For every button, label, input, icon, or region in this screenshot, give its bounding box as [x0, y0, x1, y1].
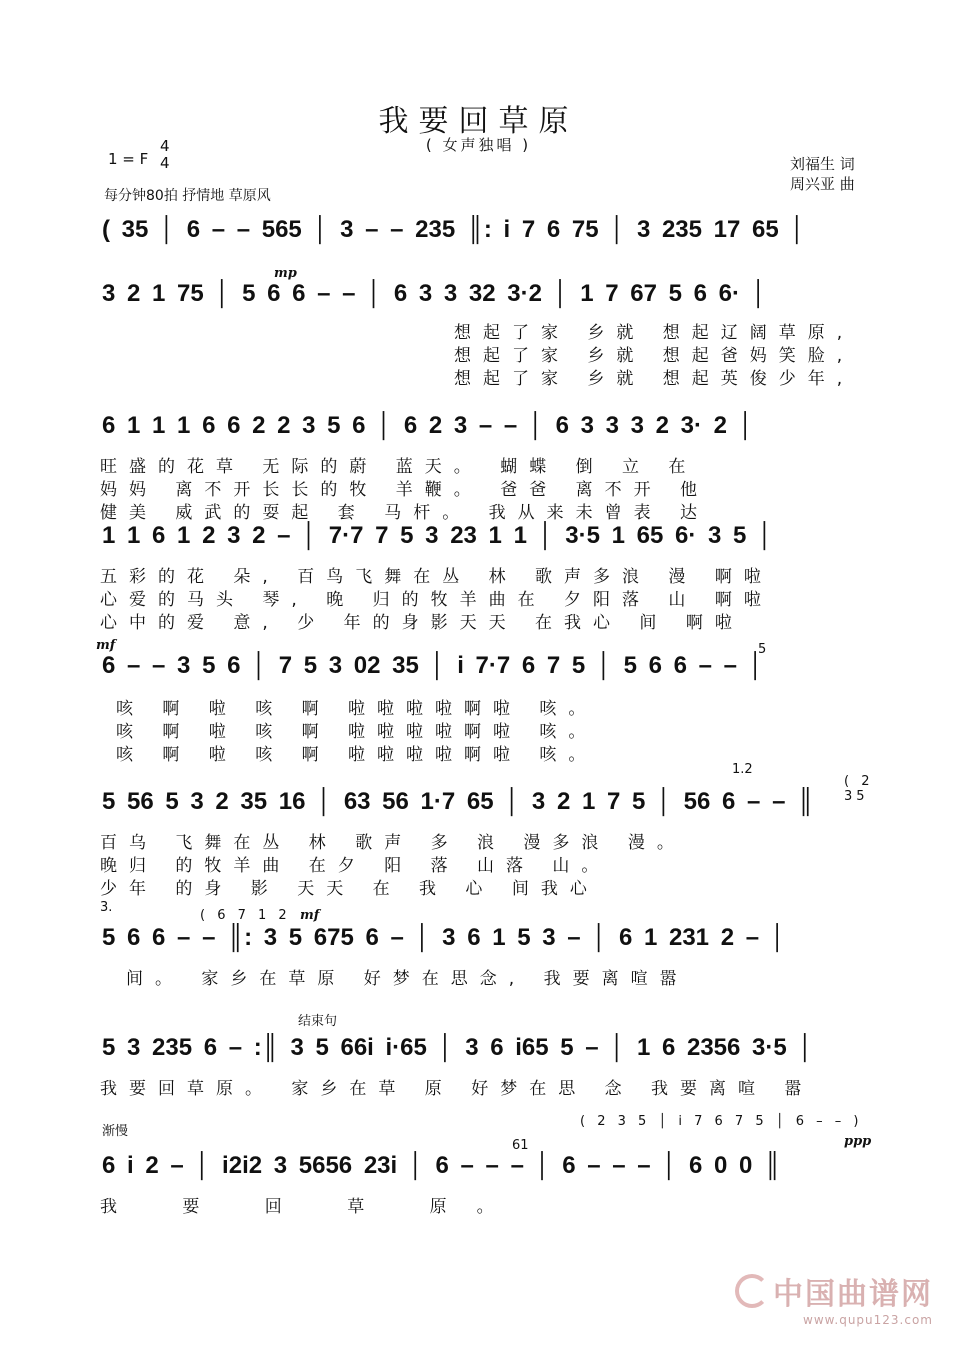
- key-signature: 1 = F: [108, 150, 149, 168]
- lyric-verse-3: 心中的爱 意, 少 年的身影天天 在我心 间 啊啦: [100, 613, 744, 633]
- time-top: 4: [160, 137, 170, 155]
- lyric-verse-2: 心爱的马头 琴, 晚 归的牧羊曲在 夕阳落 山 啊啦: [100, 590, 773, 610]
- notation-line: 6 i 2 – │ i2i2 3 5656 23i │ 6 – – – │ 6 – – – │ 6 0 0 ║: [102, 1152, 782, 1179]
- dynamic-mf: mf: [300, 908, 320, 923]
- score-system-8: [96, 1014, 898, 1104]
- coda-notes: ( 2 3 5 │ i 7 6 7 5 │ 6 – – ): [580, 1114, 863, 1129]
- time-bottom: 4: [160, 154, 170, 172]
- lyric-line: 我 要 回 草 原。: [100, 1197, 524, 1217]
- song-subtitle: ( 女声独唱 ): [425, 136, 532, 154]
- site-watermark: [735, 1269, 933, 1327]
- grace-note: 61: [512, 1138, 529, 1153]
- lyric-verse-1: 五彩的花 朵, 百鸟飞舞在丛 林 歌声多浪 漫 啊啦: [100, 567, 773, 587]
- ending-label: 结束句: [298, 1014, 338, 1029]
- lyric-verse-1: 百乌 飞舞在丛 林 歌声 多 浪 漫多浪 漫。: [100, 833, 686, 853]
- notation-line: 6 1 1 1 6 6 2 2 3 5 6 │ 6 2 3 – – │ 6 3 3 3 2 3· 2 │: [102, 412, 754, 439]
- dynamic-mp: mp: [274, 266, 297, 281]
- tempo-marking: 每分钟80拍 抒情地 草原风: [104, 188, 271, 204]
- volta-3: 3.: [100, 900, 113, 915]
- lyric-line: 我要回草原。 家乡在草 原 好梦在思 念 我要离喧 嚣: [100, 1079, 814, 1099]
- notation-line: 5 56 5 3 2 35 16 │ 63 56 1·7 65 │ 3 2 1 7 5 │ 56 6 – – ║: [102, 788, 815, 815]
- dynamic-mf: mf: [96, 638, 116, 653]
- score-system-9: [96, 1114, 898, 1222]
- score-system-7: [96, 900, 898, 994]
- notation-line: 6 – – 3 5 6 │ 7 5 3 02 35 │ i 7·7 6 7 5 │ 5 6 6 – – │: [102, 652, 764, 679]
- song-title: 我要回草原: [378, 104, 579, 139]
- lyric-verse-3: 健美 威武的耍起 套 马杆。 我从来未曾表 达: [100, 503, 710, 523]
- lyric-verse-1: 旺盛的花草 无际的蔚 蓝天。 蝴蝶 倒 立 在: [100, 457, 698, 477]
- notation-line: 3 2 1 75 │ 5 6 6 – – │ 6 3 3 32 3·2 │ 1 7 67 5 6 6· │: [102, 280, 767, 307]
- lyric-line: 间。 家乡在草原 好梦在思念, 我要离喧嚣: [126, 969, 689, 989]
- dynamic-ppp: ppp: [844, 1134, 872, 1149]
- score-system-6: [96, 762, 898, 899]
- lyric-verse-2: 晚归 的牧羊曲 在夕 阳 落 山落 山。: [100, 856, 611, 876]
- lyric-verse-1: 想起了家 乡就 想起辽阔草原,: [454, 323, 855, 343]
- score-system-3: [96, 412, 898, 522]
- lyricist-credit: 刘福生 词: [790, 155, 855, 173]
- rit-marking: 渐慢: [102, 1124, 129, 1139]
- interlude-notes: ( 6 7 1 2: [200, 908, 291, 923]
- grace-note: 5: [758, 642, 767, 657]
- score-system-1: [96, 216, 898, 256]
- watermark-url: www.qupu123.com: [803, 1313, 933, 1327]
- lyric-verse-2: 咳 啊 啦 咳 啊 啦啦啦啦啊啦 咳。: [116, 722, 598, 742]
- lyric-verse-3: 咳 啊 啦 咳 啊 啦啦啦啦啊啦 咳。: [116, 745, 598, 765]
- interlude-notes: ( 2 35: [844, 774, 874, 804]
- notation-line: 5 3 235 6 – :║ 3 5 66i i·65 │ 3 6 i65 5 – │ 1 6 2356 3·5 │: [102, 1034, 814, 1061]
- lyric-verse-1: 咳 啊 啦 咳 啊 啦啦啦啦啊啦 咳。: [116, 699, 598, 719]
- lyric-verse-2: 妈妈 离不开长长的牧 羊鞭。 爸爸 离不开 他: [100, 480, 710, 500]
- site-logo-icon: [735, 1274, 769, 1308]
- score-system-5: [96, 638, 898, 765]
- lyric-verse-3: 想起了家 乡就 想起英俊少年,: [454, 369, 855, 389]
- lyric-verse-2: 想起了家 乡就 想起爸妈笑脸,: [454, 346, 855, 366]
- time-signature: [160, 138, 170, 172]
- score-system-4: [96, 522, 898, 632]
- score-system-2: [96, 266, 898, 390]
- notation-line: 5 6 6 – – ║: 3 5 675 6 – │ 3 6 1 5 3 – │ 6 1 231 2 – │: [102, 924, 786, 951]
- lyric-verse-3: 少年 的身 影 天天 在 我 心 间我心: [100, 879, 599, 899]
- volta-1-2: 1.2: [732, 762, 753, 777]
- notation-line: ( 35 │ 6 – – 565 │ 3 – – 235 ║: i 7 6 75 │ 3 235 17 65 │: [102, 216, 806, 243]
- notation-line: 1 1 6 1 2 3 2 – │ 7·7 7 5 3 23 1 1 │ 3·5 1 65 6· 3 5 │: [102, 522, 774, 549]
- watermark-name: 中国曲谱网: [773, 1277, 933, 1312]
- composer-credit: 周兴亚 曲: [790, 175, 855, 193]
